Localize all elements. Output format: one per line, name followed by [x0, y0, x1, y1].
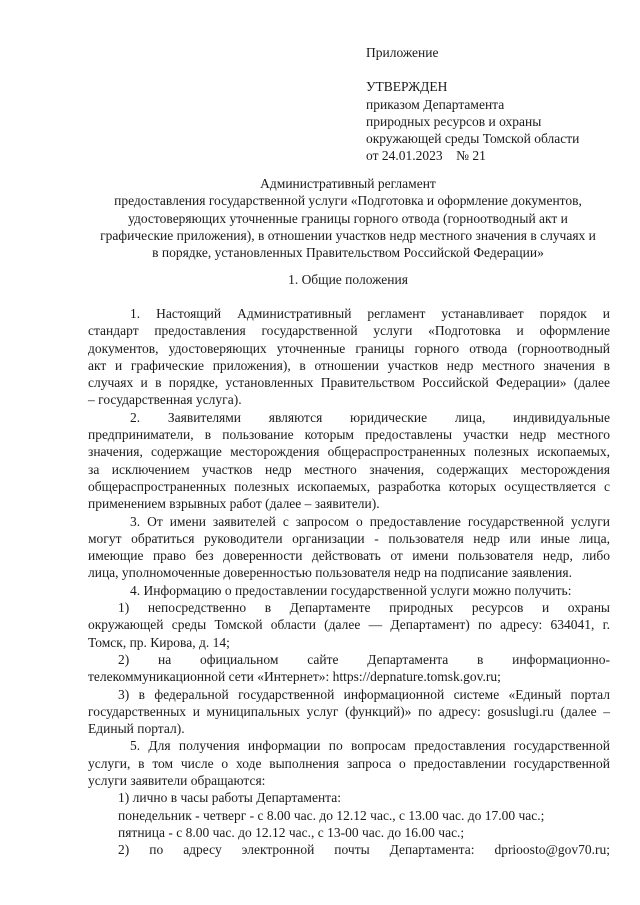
body-line: 1) лично в часы работы Департамента: — [118, 790, 341, 806]
body-line: Единый портал). — [88, 721, 185, 737]
section-heading: 1. Общие положения — [288, 272, 408, 287]
title-line: графические приложения), в отношении участков недр местного значения в случаях и — [100, 227, 596, 243]
body-line: 4. Информацию о предоставлении государственной услуги можно получить: — [130, 582, 572, 598]
body-line: Томск, пр. Кирова, д. 14; — [88, 634, 230, 650]
title-line: удостоверяющих уточненные границы горного отвода (горноотводный акт и — [128, 210, 568, 226]
body-line: телекоммуникационной сети «Интернет»: https://depnature.tomsk.gov.ru; — [88, 669, 501, 685]
approval-block — [366, 44, 636, 165]
order-date-number: от 24.01.2023 № 21 — [366, 148, 486, 164]
body-line: услуги заявители обращаются: — [88, 773, 266, 789]
title-line: Административный регламент — [260, 176, 436, 191]
body-line: общераспространенных полезных ископаемых, разработка которых осуществляется с — [88, 478, 610, 494]
body-line: пятница - с 8.00 час. до 12.12 час., с 13-00 час. до 16.00 час.; — [118, 824, 465, 840]
body-line: 3) в федеральной государственной информационной системе «Единый портал — [118, 686, 610, 702]
body-line: 2. Заявителями являются юридические лица, индивидуальные — [130, 409, 610, 425]
order-line: окружающей среды Томской области — [366, 131, 580, 147]
body-line: акт и графические приложения), в отношении участков недр местного значения в — [88, 357, 610, 373]
body-line: 1) непосредственно в Департаменте природных ресурсов и охраны — [118, 600, 610, 616]
body-line: понедельник - четверг - с 8.00 час. до 12.12 час., с 13.00 час. до 17.00 час.; — [118, 807, 545, 823]
body-line: могут обратиться руководители организации - пользователя недр или иные лица, — [88, 530, 610, 546]
body-line: случаях и в порядке, установленных Правительством Российской Федерации» (далее — [88, 375, 610, 391]
body-line: стандарт предоставления государственной услуги «Подготовка и оформление — [88, 323, 610, 339]
title-line: в порядке, установленных Правительством Российской Федерации» — [152, 245, 544, 261]
title-line: предоставления государственной услуги «Подготовка и оформление документов, — [114, 193, 582, 209]
approved-stamp-label: УТВЕРЖДЕН — [366, 79, 448, 95]
order-line: природных ресурсов и охраны — [366, 113, 542, 129]
body-line: – государственная услуга). — [88, 392, 242, 408]
body-line: за исключением участков недр местного значения, содержащих месторождения — [88, 461, 610, 477]
body-line: 3. От имени заявителей с запросом о предоставление государственной услуги — [130, 513, 610, 529]
document-body — [88, 305, 610, 859]
body-line: 2) по адресу электронной почты Департамента: dprioosto@gov70.ru; — [118, 842, 610, 858]
body-line: лица, уполномоченные доверенностью пользователя недр на подписание заявления. — [88, 565, 572, 581]
body-line: государственных и муниципальных услуг (функций)» по адресу: gosuslugi.ru (далее – — [88, 703, 610, 719]
body-line: 5. Для получения информации по вопросам предоставления государственной — [130, 738, 610, 754]
appendix-label: Приложение — [366, 45, 439, 60]
body-line: значения, содержащие месторождения общераспространенных полезных ископаемых, — [88, 444, 610, 460]
body-line: применением взрывных работ (далее – заявители). — [88, 496, 380, 512]
body-line: имеющие право без доверенности действовать от имени пользователя недр, либо — [88, 548, 610, 564]
document-title — [88, 175, 608, 261]
body-line: услуги, в том числе о ходе выполнения запроса о предоставлении государственной — [88, 755, 610, 771]
body-line: предприниматели, в пользование которым предоставлены участки недр местного — [88, 427, 610, 443]
body-line: окружающей среды Томской области (далее — Департамент) по адресу: 634041, г. — [88, 617, 610, 633]
body-line: 1. Настоящий Административный регламент устанавливает порядок и — [130, 306, 610, 321]
body-line: 2) на официальном сайте Департамента в информационно- — [118, 651, 610, 667]
order-line: приказом Департамента — [366, 96, 505, 112]
body-line: документов, удостоверяющих уточненные границы горного отвода (горноотводный — [88, 340, 610, 356]
